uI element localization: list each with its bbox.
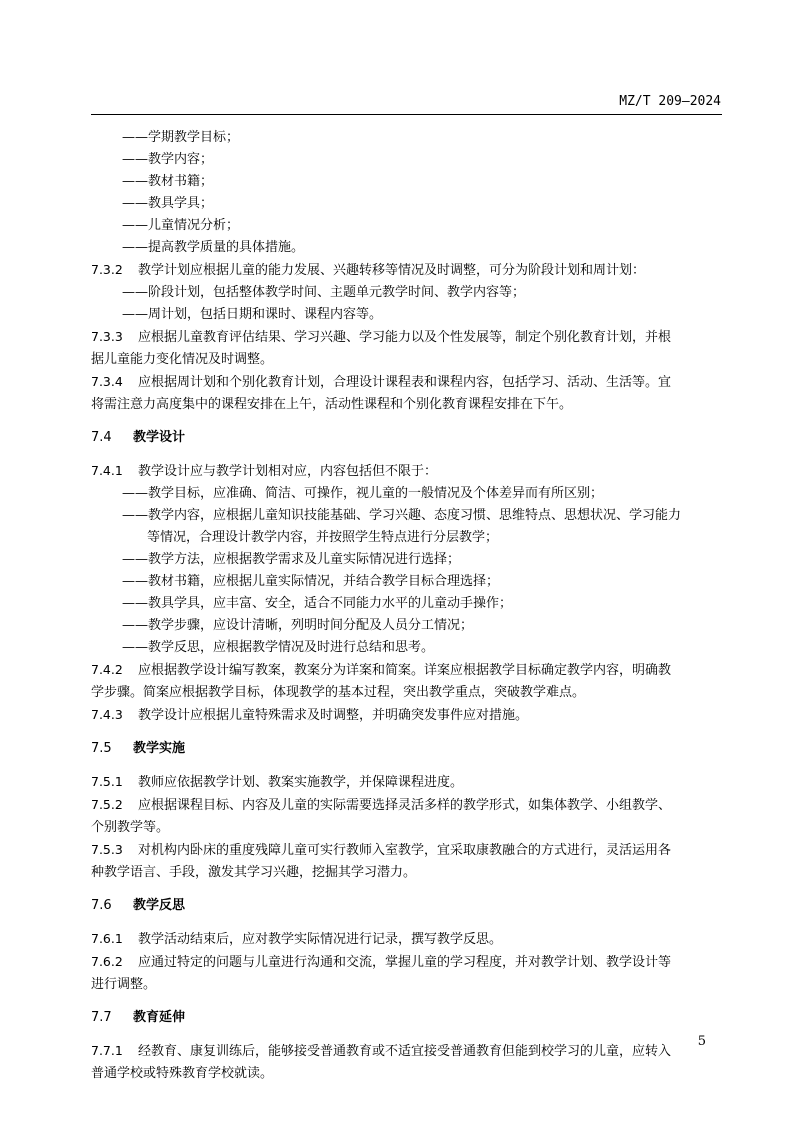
section-title: 教学反思 [133,898,186,913]
clause-text: 对机构内卧床的重度残障儿童可实行教师入室教学，宜采取康教融合的方式进行，灵活运用各 [138,843,672,858]
list-item: ——教学内容，应根据儿童知识技能基础、学习兴趣、态度习惯、思维特点、思想状况、学习能力 [122,508,682,523]
clause-text: 教学设计应与教学计划相对应，内容包括但不限于： [138,464,438,479]
list-item: ——提高教学质量的具体措施。 [122,240,305,255]
clause-continuation: 据儿童能力变化情况及时调整。 [91,352,274,367]
clause-continuation: 普通学校或特殊教育学校就读。 [91,1066,274,1081]
section-heading-7-6 [91,895,723,917]
clause-number: 7.5.2 [91,797,123,812]
clause-7-3-4 [91,371,723,394]
clause-7-6-2 [91,951,723,974]
list-item: ——教具学具； [122,196,214,211]
clause-number: 7.3.4 [91,374,123,389]
clause-text: 经教育、康复训练后，能够接受普通教育或不适宜接受普通教育但能到校学习的儿童，应转入 [138,1044,672,1059]
clause-7-4-2 [91,659,723,682]
list-item: ——教材书籍，应根据儿童实际情况，并结合教学目标合理选择； [122,574,500,589]
section-title: 教育延伸 [133,1010,186,1025]
clause-text: 应根据儿童教育评估结果、学习兴趣、学习能力以及个性发展等，制定个别化教育计划，并根 [138,330,672,345]
clause-text: 教学设计应根据儿童特殊需求及时调整，并明确突发事件应对措施。 [138,708,529,723]
section-number: 7.6 [91,898,112,913]
clause-7-3-2 [91,259,723,282]
list-item: ——教学目标，应准确、简洁、可操作，视儿童的一般情况及个体差异而有所区别； [122,486,604,501]
clause-7-6-1 [91,928,723,951]
page-number: 5 [697,1034,706,1049]
section-heading-7-5 [91,738,723,760]
clause-7-5-3 [91,839,723,862]
clause-text: 应根据周计划和个别化教育计划，合理设计课程表和课程内容，包括学习、活动、生活等。宜 [138,375,672,390]
clause-continuation: 学步骤。简案应根据教学目标，体现教学的基本过程，突出教学重点，突破教学难点。 [91,685,586,700]
section-number: 7.4 [91,430,112,445]
clause-number: 7.6.2 [91,954,123,969]
clause-7-4-3 [91,704,723,727]
list-item: ——教具学具，应丰富、安全，适合不同能力水平的儿童动手操作； [122,596,513,611]
clause-number: 7.5.1 [91,774,123,789]
list-item: ——教材书籍； [122,174,214,189]
section-number: 7.5 [91,741,112,756]
list-item: ——学期教学目标； [122,130,240,145]
list-item: ——教学步骤，应设计清晰，列明时间分配及人员分工情况； [122,618,474,633]
list-item: ——阶段计划，包括整体教学时间、主题单元教学时间、教学内容等； [122,285,526,300]
document-body [91,127,723,1085]
clause-number: 7.6.1 [91,931,123,946]
clause-continuation: 个别教学等。 [91,820,170,835]
list-item: ——教学反思，应根据教学情况及时进行总结和思考。 [122,640,435,655]
clause-number: 7.3.3 [91,329,123,344]
clause-text: 教师应依据教学计划、教案实施教学，并保障课程进度。 [138,775,464,790]
list-item: ——儿童情况分析； [122,218,240,233]
list-item: ——教学内容； [122,152,214,167]
clause-number: 7.7.1 [91,1043,123,1058]
clause-continuation: 种教学语言、手段，激发其学习兴趣，挖掘其学习潜力。 [91,865,417,880]
clause-text: 教学活动结束后，应对教学实际情况进行记录，撰写教学反思。 [138,932,503,947]
clause-7-7-1 [91,1040,723,1063]
clause-number: 7.3.2 [91,262,123,277]
list-item: ——教学方法，应根据教学需求及儿童实际情况进行选择； [122,552,461,567]
section-number: 7.7 [91,1010,112,1025]
list-item-continuation: 等情况，合理设计教学内容，并按照学生特点进行分层教学； [147,530,499,545]
clause-number: 7.4.2 [91,662,123,677]
clause-7-5-2 [91,794,723,817]
standard-code: MZ/T 209—2024 [619,94,721,109]
section-heading-7-4 [91,427,723,449]
clause-text: 应根据教学设计编写教案，教案分为详案和简案。详案应根据教学目标确定教学内容，明确教 [138,663,672,678]
clause-number: 7.4.3 [91,707,123,722]
clause-text: 应根据课程目标、内容及儿童的实际需要选择灵活多样的教学形式，如集体教学、小组教学、 [138,798,672,813]
clause-7-3-3 [91,326,723,349]
clause-7-5-1 [91,771,723,794]
clause-text: 教学计划应根据儿童的能力发展、兴趣转移等情况及时调整，可分为阶段计划和周计划： [138,263,646,278]
clause-continuation: 进行调整。 [91,977,157,992]
clause-7-4-1 [91,460,723,483]
clause-number: 7.4.1 [91,463,123,478]
section-title: 教学设计 [133,430,186,445]
list-item: ——周计划，包括日期和课时、课程内容等。 [122,307,383,322]
clause-text: 应通过特定的问题与儿童进行沟通和交流，掌握儿童的学习程度，并对教学计划、教学设计等 [138,955,672,970]
section-title: 教学实施 [133,741,186,756]
header-rule [91,114,722,115]
clause-continuation: 将需注意力高度集中的课程安排在上午，活动性课程和个别化教育课程安排在下午。 [91,397,573,412]
section-heading-7-7 [91,1007,723,1029]
clause-number: 7.5.3 [91,842,123,857]
